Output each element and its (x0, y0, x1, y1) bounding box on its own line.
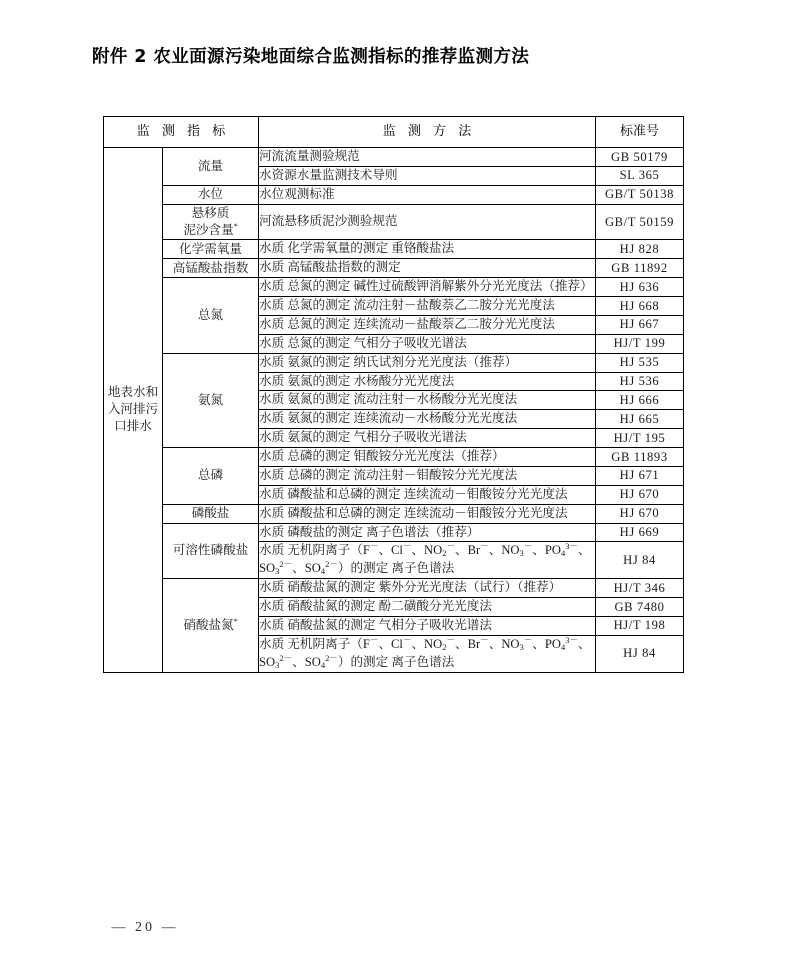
page-number: — 20 — (111, 920, 179, 935)
method-cell: 水质 硝酸盐氮的测定 酚二磺酸分光光度法 (259, 598, 596, 617)
page-title: 附件 2 农业面源污染地面综合监测指标的推荐监测方法 (92, 47, 530, 67)
method-cell: 水质 氨氮的测定 纳氏试剂分光光度法（推荐） (259, 353, 596, 372)
standard-number-cell: GB 50179 (596, 148, 684, 167)
method-cell: 水质 总氮的测定 连续流动－盐酸萘乙二胺分光光度法 (259, 315, 596, 334)
standard-number-cell: GB 7480 (596, 598, 684, 617)
method-cell: 水质 化学需氧量的测定 重铬酸盐法 (259, 240, 596, 259)
chemical-formula: 水质 无机阴离子（F－、Cl－、$NO_2^-$、Br－、$NO_3^-$、$PO_4^{3-}$、$SO_3^{2-}$、$SO_4^{2-}$）的测定 离子色谱法 (259, 541, 591, 577)
chemical-formula: 水质 无机阴离子（F－、Cl－、$NO_2^-$、Br－、$NO_3^-$、$PO_4^{3-}$、$SO_3^{2-}$、$SO_4^{2-}$）的测定 离子色谱法 (259, 634, 591, 670)
table-header (104, 117, 684, 148)
standard-number-cell: HJ/T 346 (596, 579, 684, 598)
indicator-cell: 高锰酸盐指数 (163, 259, 259, 278)
table-row (104, 259, 684, 278)
method-cell: 水质 硝酸盐氮的测定 气相分子吸收光谱法 (259, 616, 596, 635)
method-cell: 水质 磷酸盐和总磷的测定 连续流动－钼酸铵分光光度法 (259, 504, 596, 523)
standard-number-cell: GB 11892 (596, 259, 684, 278)
indicator-cell: 悬移质 泥沙含量* (163, 204, 259, 240)
method-cell: 水质 磷酸盐的测定 离子色谱法（推荐） (259, 523, 596, 542)
method-cell: 水位观测标准 (259, 185, 596, 204)
method-cell: 水质 总磷的测定 流动注射－钼酸铵分光光度法 (259, 466, 596, 485)
method-cell: 水质 总磷的测定 钼酸铵分光光度法（推荐） (259, 448, 596, 467)
standard-number-cell: HJ 536 (596, 372, 684, 391)
table-row (104, 523, 684, 542)
standard-number-cell: HJ 670 (596, 485, 684, 504)
method-cell: 水质 氨氮的测定 连续流动－水杨酸分光光度法 (259, 410, 596, 429)
table-header-row (104, 117, 684, 148)
standard-number-cell: HJ 84 (596, 542, 684, 579)
column-header-indicator: 监 测 指 标 (104, 117, 259, 148)
standard-number-cell: GB 11893 (596, 448, 684, 467)
standard-number-cell: HJ 665 (596, 410, 684, 429)
standard-number-cell: GB/T 50159 (596, 204, 684, 240)
column-header-method: 监 测 方 法 (259, 117, 596, 148)
method-cell: 水质 总氮的测定 流动注射－盐酸萘乙二胺分光光度法 (259, 297, 596, 316)
category-cell-surface-water: 地表水和 入河排污 口排水 (104, 148, 163, 673)
method-cell: 水质 高锰酸盐指数的测定 (259, 259, 596, 278)
method-cell: 水质 氨氮的测定 气相分子吸收光谱法 (259, 429, 596, 448)
indicator-cell: 硝酸盐氮* (163, 579, 259, 672)
indicator-cell: 化学需氧量 (163, 240, 259, 259)
method-cell: 水质 硝酸盐氮的测定 紫外分光光度法（试行）（推荐） (259, 579, 596, 598)
standard-number-cell: HJ 669 (596, 523, 684, 542)
indicator-cell: 水位 (163, 185, 259, 204)
column-header-standard: 标准号 (596, 117, 684, 148)
standard-number-cell: SL 365 (596, 166, 684, 185)
standard-number-cell: HJ 670 (596, 504, 684, 523)
table-row (104, 353, 684, 372)
method-cell: 水质 氨氮的测定 流动注射－水杨酸分光光度法 (259, 391, 596, 410)
standard-number-cell: HJ 668 (596, 297, 684, 316)
table-row (104, 448, 684, 467)
indicator-cell: 总磷 (163, 448, 259, 505)
standard-number-cell: HJ 667 (596, 315, 684, 334)
table-row (104, 579, 684, 598)
method-cell: 水质 总氮的测定 碱性过硫酸钾消解紫外分光光度法（推荐） (259, 278, 596, 297)
indicator-cell: 氨氮 (163, 353, 259, 447)
table-row (104, 204, 684, 240)
method-cell: 水资源水量监测技术导则 (259, 166, 596, 185)
table-row (104, 185, 684, 204)
indicator-cell: 流量 (163, 148, 259, 186)
table-row (104, 148, 684, 167)
table-row (104, 278, 684, 297)
table-row (104, 240, 684, 259)
indicator-cell: 可溶性磷酸盐 (163, 523, 259, 579)
monitoring-methods-table-wrapper (103, 116, 684, 673)
standard-number-cell: HJ/T 195 (596, 429, 684, 448)
standard-number-cell: HJ 666 (596, 391, 684, 410)
method-cell (259, 635, 596, 672)
table-body (104, 148, 684, 673)
standard-number-cell: HJ 671 (596, 466, 684, 485)
method-cell: 河流悬移质泥沙测验规范 (259, 204, 596, 240)
footnote-marker: * (233, 616, 238, 626)
method-cell: 水质 磷酸盐和总磷的测定 连续流动－钼酸铵分光光度法 (259, 485, 596, 504)
method-cell: 水质 氨氮的测定 水杨酸分光光度法 (259, 372, 596, 391)
monitoring-methods-table (103, 116, 684, 673)
standard-number-cell: HJ 535 (596, 353, 684, 372)
method-cell: 河流流量测验规范 (259, 148, 596, 167)
standard-number-cell: GB/T 50138 (596, 185, 684, 204)
indicator-cell: 总氮 (163, 278, 259, 354)
method-cell: 水质 总氮的测定 气相分子吸收光谱法 (259, 334, 596, 353)
standard-number-cell: HJ/T 199 (596, 334, 684, 353)
method-cell (259, 542, 596, 579)
standard-number-cell: HJ 84 (596, 635, 684, 672)
standard-number-cell: HJ 828 (596, 240, 684, 259)
table-row (104, 504, 684, 523)
footnote-marker: * (233, 221, 238, 231)
indicator-cell: 磷酸盐 (163, 504, 259, 523)
standard-number-cell: HJ/T 198 (596, 616, 684, 635)
standard-number-cell: HJ 636 (596, 278, 684, 297)
